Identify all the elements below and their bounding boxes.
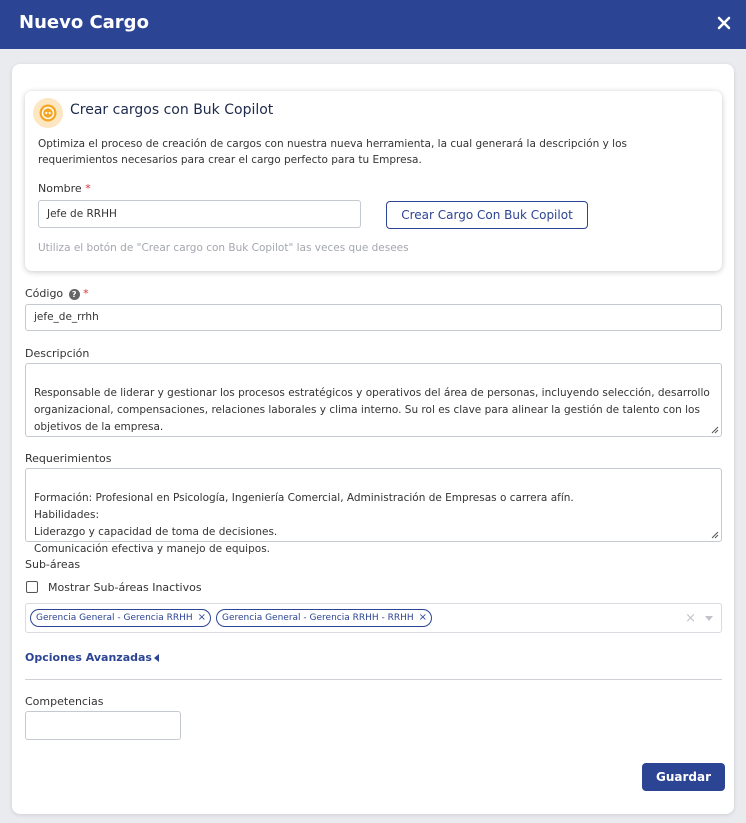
subareas-label: Sub-áreas: [25, 558, 81, 571]
resize-grip-icon[interactable]: [711, 426, 719, 434]
caret-left-icon: [154, 654, 159, 662]
resize-grip-icon[interactable]: [711, 531, 719, 539]
help-icon[interactable]: ?: [69, 289, 80, 300]
copilot-panel: [25, 91, 722, 271]
name-label: [38, 182, 91, 195]
subarea-tag: [30, 609, 211, 627]
show-inactive-label: Mostrar Sub-áreas Inactivos: [48, 581, 202, 594]
copilot-hint: Utiliza el botón de "Crear cargo con Buk Copilot" las veces que desees: [38, 242, 409, 254]
name-input[interactable]: Jefe de RRHH: [38, 200, 361, 228]
codigo-label-text: Código: [25, 287, 64, 300]
requerimientos-text: Formación: Profesional en Psicología, Ingeniería Comercial, Administración de Empresas o carrera afín. Habilidades: Liderazgo y capacidad de toma de decisiones. Comunicación efectiva y manejo de equipos.: [34, 492, 574, 555]
required-mark: *: [85, 182, 91, 195]
copilot-logo-icon: [33, 98, 63, 128]
save-button[interactable]: Guardar: [642, 763, 725, 791]
advanced-options-label: Opciones Avanzadas: [25, 651, 152, 664]
descripcion-text: Responsable de liderar y gestionar los procesos estratégicos y operativos del área de personas, incluyendo selección, desarrollo organizacional, compensaciones, relaciones laborales y clima interno. Su rol es clave para alinear la gestión de talento con los objetivos de la empresa.: [34, 387, 710, 433]
subarea-tag-label: Gerencia General - Gerencia RRHH: [36, 613, 193, 623]
remove-tag-icon[interactable]: ×: [197, 612, 207, 623]
show-inactive-checkbox[interactable]: [26, 581, 38, 593]
descripcion-label: Descripción: [25, 347, 90, 360]
copilot-description: Optimiza el proceso de creación de cargos con nuestra nueva herramienta, la cual generará la descripción y los requerimientos necesarios para crear el cargo perfecto para tu Empresa.: [38, 138, 627, 166]
codigo-label: [25, 287, 89, 300]
modal-header: [0, 0, 746, 49]
name-label-text: Nombre: [38, 182, 82, 195]
competencias-input[interactable]: [25, 711, 181, 740]
remove-tag-icon[interactable]: ×: [418, 612, 428, 623]
create-with-copilot-button[interactable]: Crear Cargo Con Buk Copilot: [386, 201, 588, 229]
close-icon[interactable]: [714, 13, 734, 33]
modal-title: Nuevo Cargo: [19, 12, 149, 33]
requerimientos-textarea[interactable]: [25, 468, 722, 555]
subarea-tag-label: Gerencia General - Gerencia RRHH - RRHH: [222, 613, 414, 623]
advanced-options-toggle[interactable]: [25, 651, 159, 664]
copilot-title: Crear cargos con Buk Copilot: [70, 102, 274, 118]
competencias-label: Competencias: [25, 695, 104, 708]
clear-selection-icon[interactable]: ×: [685, 611, 696, 626]
required-mark: *: [83, 287, 89, 300]
subareas-multiselect[interactable]: [25, 603, 722, 633]
requerimientos-label: Requerimientos: [25, 452, 112, 465]
chevron-down-icon[interactable]: [705, 616, 713, 621]
divider: [25, 679, 722, 680]
codigo-input[interactable]: jefe_de_rrhh: [25, 304, 722, 331]
form-card: [12, 64, 734, 814]
subarea-tag: [216, 609, 432, 627]
descripcion-textarea[interactable]: [25, 363, 722, 437]
